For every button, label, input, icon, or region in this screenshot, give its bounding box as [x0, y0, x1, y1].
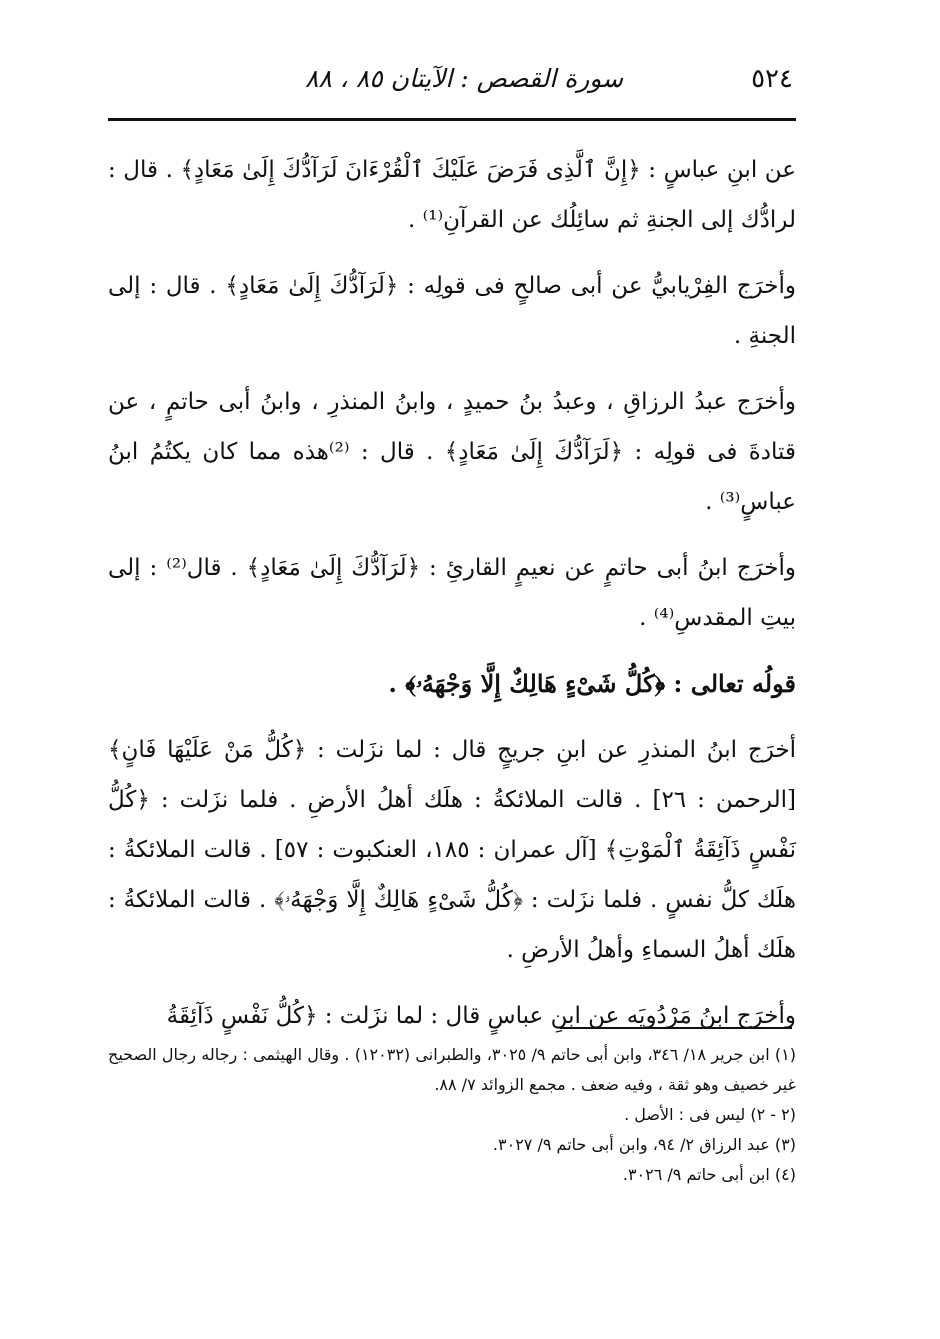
footnote-1: (١) ابن جرير ١٨/ ٣٤٦، وابن أبى حاتم ٩/ ٣٠٢٥، والطبرانى (١٢٠٣٢) . وقال الهيثمى : رجاله رجال الصحيح غير خصيف وهو ثقة ، وفيه ضعف . مجمع الزوائد ٧/ ٨٨.: [108, 1045, 797, 1094]
paragraph-firyabi: وأخرَج الفِرْيابيُّ عن أبى صالحٍ فى قولِه : ﴿لَرَآدُّكَ إِلَىٰ مَعَادٍ﴾ . قال : إلى الجنةِ .: [108, 273, 796, 349]
footnote-4: (٤) ابن أبى حاتم ٩/ ٣٠٢٦.: [622, 1165, 796, 1184]
paragraph-ibn-abi-hatim: وأخرَج ابنُ أبى حاتمٍ عن نعيمٍ القارئِ : ﴿لَرَآدُّكَ إِلَىٰ مَعَادٍ﴾ . قال⁽²⁾ : إلى بيتِ المقدسِ⁽⁴⁾ .: [108, 555, 796, 631]
footnotes: [108, 1040, 796, 1190]
paragraph-ibn-abbas: عن ابنِ عباسٍ : ﴿إِنَّ ٱلَّذِى فَرَضَ عَلَيْكَ ٱلْقُرْءَانَ لَرَآدُّكَ إِلَىٰ مَعَادٍ﴾ . قال : لرادُّك إلى الجنةِ ثم سائِلُك عن القرآنِ⁽¹⁾ .: [108, 157, 796, 233]
footnote-rule: [560, 1027, 792, 1029]
paragraph-ibn-marduyah: وأخرَج ابنُ مَرْدُويَه عن ابنِ عباسٍ قال : لما نزَلت : ﴿كُلُّ نَفْسٍ ذَآئِقَةُ: [166, 1003, 796, 1029]
paragraph-abd-al-razzaq: وأخرَج عبدُ الرزاقِ ، وعبدُ بنُ حميدٍ ، وابنُ المنذرِ ، وابنُ أبى حاتمٍ ، عن قتادةَ فى قولِه : ﴿لَرَآدُّكَ إِلَىٰ مَعَادٍ﴾ . قال : ⁽²⁾هذه مما كان يكتُمُ ابنُ عباسٍ⁽³⁾ .: [108, 389, 796, 515]
header-rule: [108, 118, 796, 121]
main-text: [108, 145, 796, 1057]
paragraph-ibn-al-mundhir: أخرَج ابنُ المنذرِ عن ابنِ جريجٍ قال : لما نزَلت : ﴿كُلُّ مَنْ عَلَيْهَا فَانٍ﴾ [الرحمن : ٢٦] . قالت الملائكةُ : هلَك أهلُ الأرضِ . فلما نزَلت : ﴿كُلُّ نَفْسٍ ذَآئِقَةُ ٱلْمَوْتِ﴾ [آل عمران : ١٨٥، العنكبوت : ٥٧] . قالت الملائكةُ : هلَك كلُّ نفسٍ . فلما نزَلت : ﴿كُلُّ شَىْءٍ هَالِكٌ إِلَّا وَجْهَهُۥ﴾ . قالت الملائكةُ : هلَك أهلُ السماءِ وأهلُ الأرضِ .: [108, 737, 796, 963]
running-title: سورة القصص : الآيتان ٨٥ ، ٨٨: [305, 64, 624, 93]
page-number: ٥٢٤: [751, 64, 793, 94]
verse-heading: قولُه تعالى : ﴿كُلُّ شَىْءٍ هَالِكٌ إِلَّا وَجْهَهُۥ﴾ .: [388, 669, 796, 698]
page-header: [110, 58, 795, 108]
footnote-2: (٢ - ٢) ليس فى : الأصل .: [624, 1105, 796, 1124]
footnote-3: (٣) عبد الرزاق ٢/ ٩٤، وابن أبى حاتم ٩/ ٣٠٢٧.: [492, 1135, 796, 1154]
